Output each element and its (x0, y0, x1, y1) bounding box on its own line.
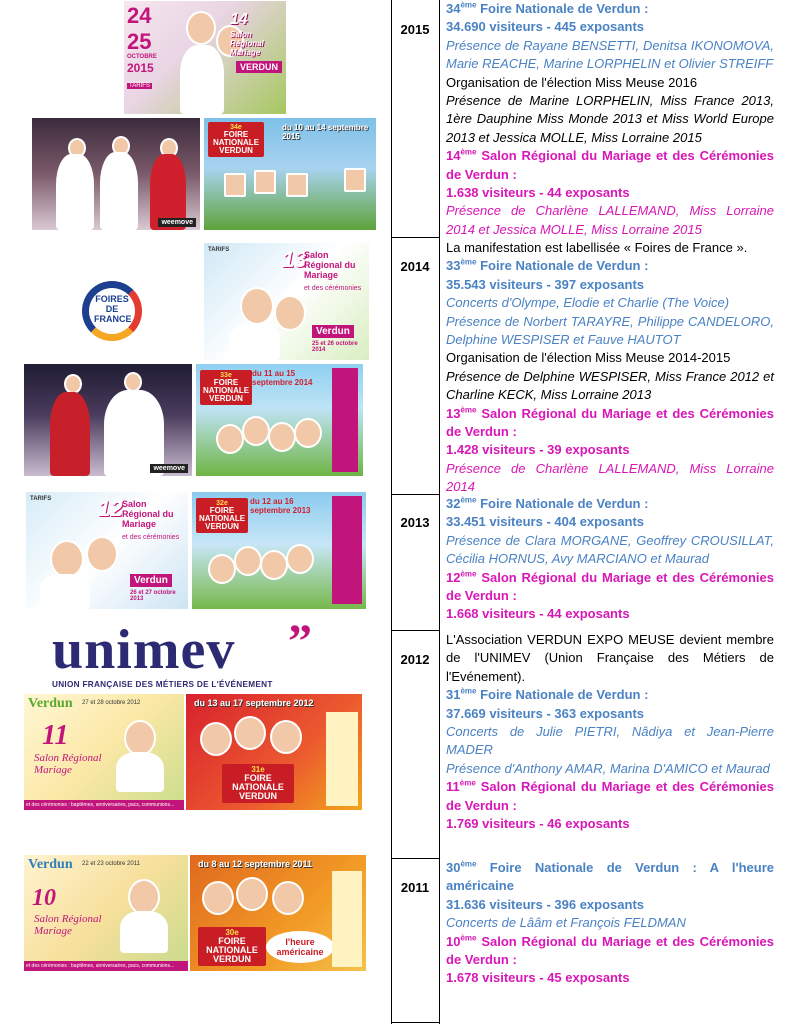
foire-2013-poster (192, 492, 366, 609)
groom-face (274, 295, 306, 331)
foire-2014-poster (196, 364, 363, 476)
poster-footer: et des cérémonies : baptêmes, anniversaires, pacs, communions... (24, 800, 184, 810)
miss-dress-1 (56, 154, 94, 230)
event-line: 31.636 visiteurs - 396 exposants (446, 896, 645, 912)
guest-column (332, 496, 362, 604)
poster-edition: 14 (230, 11, 248, 28)
event-line: 31ème Foire Nationale de Verdun : (446, 686, 649, 703)
guest-face-4 (344, 168, 366, 192)
family-face-2 (234, 546, 262, 576)
event-line: 10ème Salon Régional du Mariage et des Cérémonies de Verdun : (446, 933, 774, 968)
event-line: Présence de Charlène LALLEMAND, Miss Lorraine 2014 et Jessica MOLLE, Miss Lorraine 2015 (446, 203, 774, 237)
salon-2012-poster (24, 694, 184, 810)
family-face-2 (236, 877, 268, 911)
event-line: 34.690 visiteurs - 445 exposants (446, 19, 645, 35)
unimev-logo (52, 615, 324, 698)
year-cell: 2015 (400, 22, 430, 37)
event-line: 1.769 visiteurs - 46 exposants (446, 816, 630, 832)
event-line: 37.669 visiteurs - 363 exposants (446, 705, 645, 721)
event-line: 35.543 visiteurs - 397 exposants (446, 276, 645, 292)
foire-logo-text: FOIRE NATIONALE VERDUN (199, 506, 246, 531)
guest-face-1 (224, 173, 246, 197)
foire-2011-poster (190, 855, 366, 971)
poster-tarifs: TARIFS (208, 247, 230, 253)
poster-sub: et des cérémonies (122, 534, 180, 541)
guest-column (326, 712, 358, 806)
foire-logo (196, 498, 248, 533)
foire-edition: 33e (220, 372, 232, 379)
family-face-1 (202, 881, 234, 915)
poster-day-2: 25 (127, 29, 152, 54)
bride-dress (40, 574, 90, 609)
poster-city: Verdun (28, 857, 73, 872)
foire-logo (222, 764, 294, 803)
poster-dates: 27 et 28 octobre 2012 (82, 700, 141, 706)
guest-face-2 (254, 170, 276, 194)
foire-dates: du 11 au 15 septembre 2014 (252, 369, 313, 387)
groom-face (86, 536, 118, 572)
row-divider (391, 630, 439, 631)
miss-dress-1 (50, 392, 90, 476)
guest-column (332, 368, 358, 472)
event-line: Concerts de Julie PIETRI, Nâdiya et Jean-Pierre MADER (446, 724, 774, 758)
foires-de-france-text: FOIRES DE FRANCE (94, 294, 132, 324)
unimev-subtitle: UNION FRANÇAISE DES MÉTIERS DE L'ÉVÉNEMENT (52, 680, 273, 689)
photo-credit: weemove (158, 218, 196, 227)
event-line: 30ème Foire Nationale de Verdun : A l'heure américaine (446, 859, 774, 894)
foires-de-france-logo (82, 281, 142, 341)
poster-title: Salon Régional Mariage (34, 752, 102, 777)
foire-logo (208, 122, 264, 157)
salon-2013-poster (26, 492, 188, 609)
bride-dress (180, 45, 224, 114)
foire-edition: 30e (225, 928, 239, 937)
table-bottom-border (391, 1022, 439, 1023)
salon-2011-poster (24, 855, 188, 971)
event-line: 33.451 visiteurs - 404 exposants (446, 514, 645, 530)
poster-title: Salon Régional du Mariage (122, 499, 174, 529)
event-details-2012 (446, 631, 774, 833)
poster-city: VERDUN (236, 61, 282, 73)
poster-dates: 26 et 27 octobre 2013 (130, 590, 176, 602)
event-line: La manifestation est labellisée « Foires de France ». (446, 240, 748, 255)
event-details-2011 (446, 859, 774, 988)
bride-face (50, 540, 84, 578)
event-line: Concerts de Lââm et François FELDMAN (446, 915, 686, 931)
miss-face-2 (124, 372, 142, 392)
year-cell: 2013 (400, 515, 430, 530)
miss-meuse-2014-photo (24, 364, 192, 476)
year-cell: 2011 (400, 880, 430, 895)
bride-dress (230, 323, 280, 360)
foire-dates: du 8 au 12 septembre 2011 (198, 859, 313, 869)
table-column-divider (439, 0, 440, 1024)
poster-tarifs: TARIFS (129, 83, 150, 89)
poster-title: Salon Régional du Mariage (304, 250, 356, 280)
poster-title: Salon Régional Mariage (34, 913, 102, 938)
foire-dates: du 13 au 17 septembre 2012 (194, 698, 314, 708)
poster-edition: 10 (32, 885, 56, 911)
bride-dress (116, 752, 164, 792)
event-line: Présence de Rayane BENSETTI, Denitsa IKONOMOVA, Marie REACHE, Marine LORPHELIN et Olivier STREIFF (446, 37, 774, 72)
year-cell: 2012 (400, 652, 430, 667)
event-line: 1.668 visiteurs - 44 exposants (446, 606, 630, 622)
unimev-wordmark: unimev (52, 619, 236, 681)
event-line: 13ème Salon Régional du Mariage et des Cérémonies de Verdun : (446, 405, 774, 440)
event-line: Présence d'Anthony AMAR, Marina D'AMICO et Maurad (446, 760, 770, 776)
poster-title: Salon Régional Mariage (230, 30, 264, 57)
bride-face (128, 879, 160, 915)
family-face-1 (208, 554, 236, 584)
miss-dress-2 (100, 152, 138, 230)
family-face-2 (242, 416, 270, 446)
event-line: 33ème Foire Nationale de Verdun : (446, 258, 649, 274)
poster-tarifs: TARIFS (30, 496, 52, 502)
event-line: Présence de Charlène LALLEMAND, Miss Lorraine 2014 (446, 460, 774, 495)
foire-edition: 34e (230, 124, 242, 131)
foire-dates: du 12 au 16 septembre 2013 (250, 497, 311, 515)
salon-2015-poster (124, 1, 286, 114)
poster-dates: 22 et 23 octobre 2011 (82, 861, 140, 867)
foire-2012-poster (186, 694, 362, 810)
bride-face (186, 11, 216, 45)
event-line: Organisation de l'élection Miss Meuse 2014-2015 (446, 350, 731, 366)
event-line: 1.678 visiteurs - 45 exposants (446, 970, 630, 986)
family-face-3 (268, 422, 296, 452)
foire-logo-text: FOIRE NATIONALE VERDUN (203, 378, 250, 403)
table-left-border (391, 0, 392, 1024)
bride-dress (120, 911, 168, 953)
poster-edition: 11 (42, 720, 69, 751)
family-face-2 (234, 716, 266, 750)
row-divider (391, 237, 439, 238)
family-face-4 (286, 544, 314, 574)
foire-logo-text: FOIRE NATIONALE VERDUN (212, 130, 260, 155)
family-face-3 (272, 881, 304, 915)
year-cell: 2014 (400, 259, 430, 274)
poster-edition: 12 (98, 496, 123, 521)
family-face-1 (216, 424, 244, 454)
poster-city: Verdun (28, 696, 73, 711)
unimev-quote-icon: ” (288, 615, 312, 668)
poster-year: 2015 (127, 61, 154, 75)
event-line: 14ème Salon Régional du Mariage et des Cérémonies de Verdun : (446, 147, 774, 182)
event-line: 34ème Foire Nationale de Verdun : (446, 0, 649, 16)
event-line: Présence de Norbert TARAYRE, Philippe CANDELORO, Delphine WESPISER et Fauve HAUTOT (446, 313, 774, 348)
poster-month: OCTOBRE (127, 54, 157, 60)
foire-theme: l'heure américaine (266, 931, 334, 963)
salon-2014-poster (204, 243, 369, 360)
family-face-3 (260, 550, 288, 580)
foire-edition: 32e (216, 500, 228, 507)
miss-meuse-2015-photo (32, 118, 200, 230)
event-details-2013 (446, 495, 774, 624)
foire-logo-text: FOIRE NATIONALE VERDUN (206, 936, 258, 964)
foire-2015-poster (204, 118, 376, 230)
event-line: Présence de Delphine WESPISER, Miss France 2012 et Charline KECK, Miss Lorraine 2013 (446, 368, 774, 403)
family-face-4 (294, 418, 322, 448)
row-divider (391, 494, 439, 495)
event-line: 11ème Salon Régional du Mariage et des Cérémonies de Verdun : (446, 778, 774, 813)
event-line: 32ème Foire Nationale de Verdun : (446, 495, 649, 511)
foire-dates: du 10 au 14 septembre 2015 (282, 123, 369, 141)
event-details-2014 (446, 239, 774, 497)
event-line: Organisation de l'élection Miss Meuse 2016 (446, 74, 698, 90)
event-line: L'Association VERDUN EXPO MEUSE devient membre de l'UNIMEV (Union Française des Métiers de l'Evénement). (446, 632, 774, 684)
event-details-2015 (446, 0, 774, 239)
bride-face (240, 287, 274, 325)
guest-column (332, 871, 362, 967)
poster-sub: et des cérémonies (304, 285, 362, 292)
poster-edition: 13 (282, 247, 307, 272)
poster-dates: 25 et 26 octobre 2014 (312, 341, 358, 353)
poster-city: Verdun (130, 574, 172, 587)
family-face-1 (200, 722, 232, 756)
event-line: 12ème Salon Régional du Mariage et des Cérémonies de Verdun : (446, 569, 774, 604)
poster-footer: et des cérémonies : baptêmes, anniversaires, pacs, communions... (24, 961, 188, 971)
poster-city: Verdun (312, 325, 354, 338)
foire-logo (198, 927, 266, 966)
foire-edition: 31e (251, 765, 265, 774)
bride-face (124, 720, 156, 756)
photo-credit: weemove (150, 464, 188, 473)
event-line: Présence de Marine LORPHELIN, Miss France 2013, 1ère Dauphine Miss Monde 2013 et Miss World Europe 2013 et Jessica MOLLE, Miss Lorraine 2015 (446, 93, 774, 145)
family-face-3 (270, 720, 302, 754)
foire-logo (200, 370, 252, 405)
event-line: 1.638 visiteurs - 44 exposants (446, 185, 630, 201)
row-divider (391, 858, 439, 859)
foire-logo-text: FOIRE NATIONALE VERDUN (232, 773, 284, 801)
event-line: Présence de Clara MORGANE, Geoffrey CROUSILLAT, Cécilia HORNUS, Avy MARCIANO et Maurad (446, 532, 774, 567)
miss-face-1 (64, 374, 82, 394)
guest-face-3 (286, 173, 308, 197)
event-line: 1.428 visiteurs - 39 exposants (446, 442, 630, 458)
poster-day-1: 24 (127, 3, 152, 28)
event-line: Concerts d'Olympe, Elodie et Charlie (The Voice) (446, 295, 730, 311)
